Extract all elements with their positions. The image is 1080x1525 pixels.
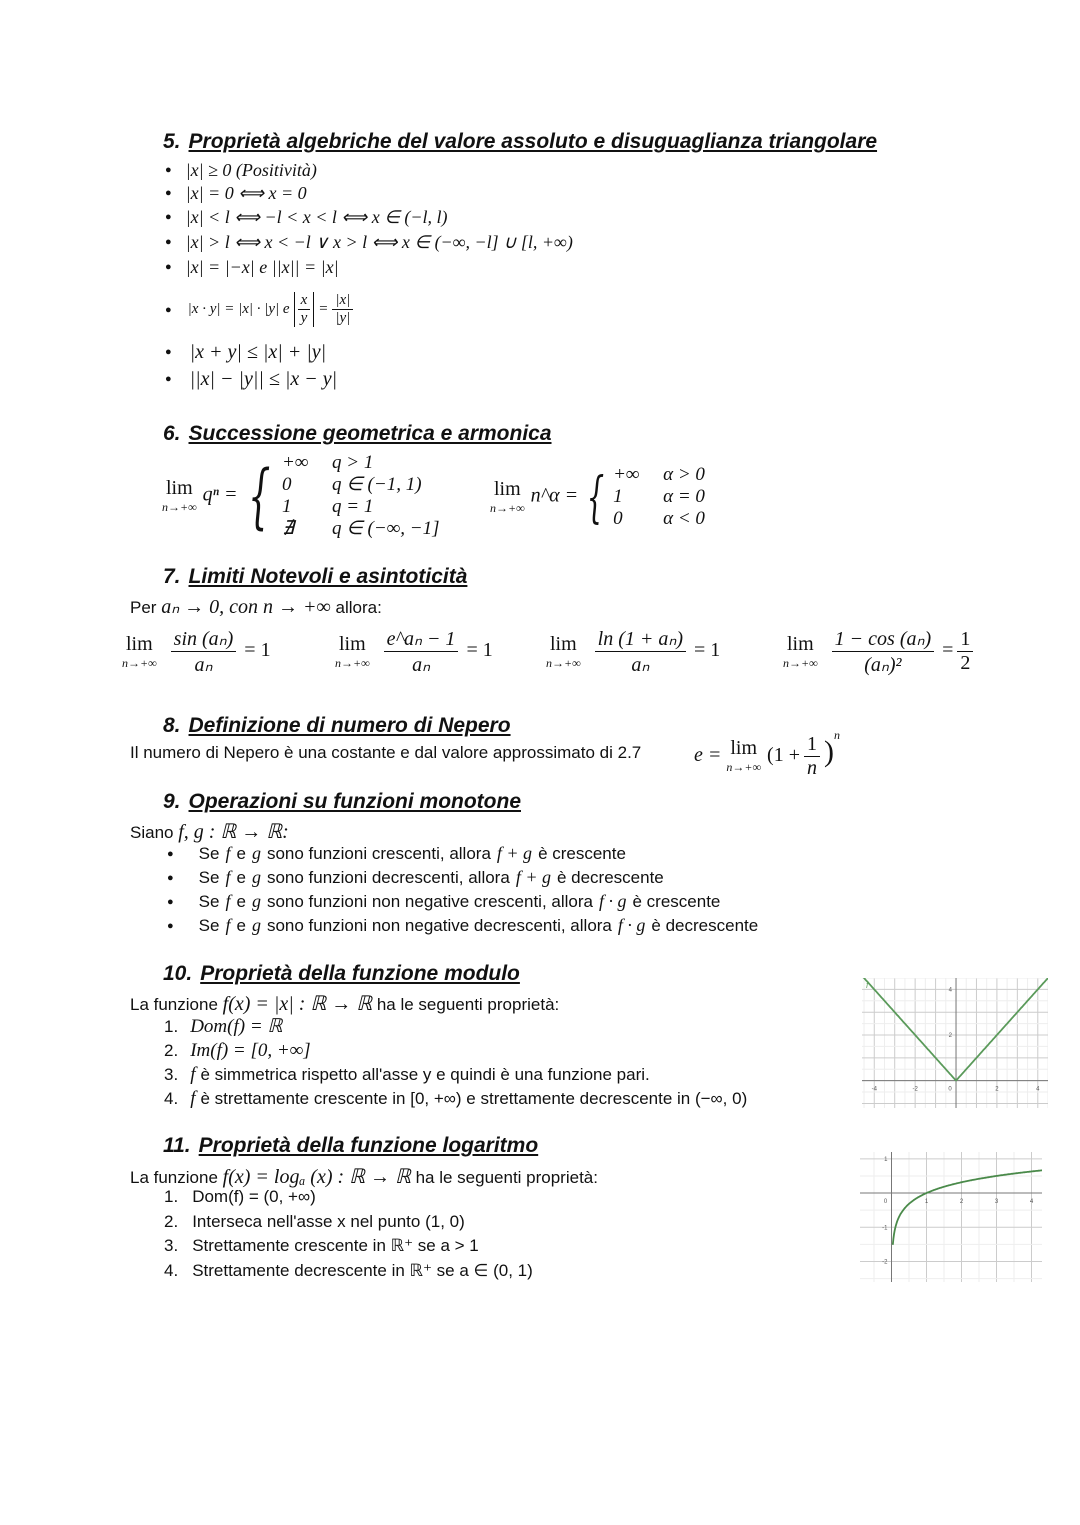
lim-sub: n→+∞ [546,655,581,670]
y-tick-label: -1 [882,1225,888,1232]
text: è simmetrica rispetto all'asse y e quindi è una funzione pari. [200,1065,650,1084]
notable-limit [546,626,720,677]
section-number: 11. [163,1134,191,1157]
intro-math: f, g : ℝ → ℝ: [178,821,289,843]
text: Se [198,892,220,911]
frac-den: 2 [960,652,971,674]
cases [282,452,439,540]
math-expression: |x · y| = |x| · |y| e [187,300,290,317]
section-number: 5. [163,130,181,153]
item-number: 2. [164,1041,179,1060]
lim-label: lim [125,632,153,655]
list-item [164,1064,650,1086]
log-function-graph [860,1152,1042,1282]
math-term: Im(f) = [0, +∞] [190,1040,311,1061]
lim-block [783,633,818,671]
text: Dom(f) = (0, +∞) [192,1187,316,1206]
cases [613,464,705,530]
intro-text: Per [130,598,157,617]
section-10-intro [130,991,559,1016]
bullet: ● [167,920,174,932]
list-item [167,891,723,912]
bullet: ● [167,872,174,884]
list-item [165,368,337,391]
x-tick-label: -2 [912,1086,918,1093]
math-term: f [190,1064,196,1085]
harmonic-limit [490,464,705,530]
list-item [164,1088,747,1110]
case-value: +∞ [282,452,309,473]
text: è decrescente [556,868,664,887]
text: e [236,844,246,863]
math-term: f + g [515,867,551,887]
x-tick-label: 0 [948,1086,952,1093]
list-item [167,843,629,864]
list-item [165,257,339,278]
nepero-formula [694,728,840,780]
x-tick-label: 2 [995,1086,999,1093]
section-9-heading [163,790,521,814]
lim-label: lim [338,632,366,655]
intro-text: allora: [335,598,382,617]
math-expression: |x| = 0 ⟺ x = 0 [185,183,307,203]
list-item [164,1261,533,1281]
text: sono funzioni non negative decrescenti, allora [266,916,612,935]
fraction [332,292,353,327]
list-item [165,183,307,204]
text: Se [198,916,220,935]
text: è strettamente crescente in [0, +∞) e strettamente decrescente in (−∞, 0) [200,1089,748,1108]
math-expression: |x| < l ⟺ −l < x < l ⟺ x ∈ (−l, l) [185,207,448,227]
section-title: Proprietà della funzione modulo [200,962,520,985]
text: Interseca nell'asse x nel punto (1, 0) [192,1212,465,1231]
x-tick-label: -4 [871,1086,877,1093]
case-value: +∞ [613,464,640,485]
section-11-intro [130,1164,598,1189]
intro-math: f(x) = |x| : ℝ → ℝ [222,993,373,1015]
lim-expr: qⁿ = [202,483,238,506]
nepero-text: Il numero di Nepero è una costante e dal valore approssimato di 2.7 [130,743,642,762]
intro-text: Siano [130,823,174,842]
list-item [164,1236,479,1256]
math-term: g [251,843,261,863]
frac-num: |x| [332,292,353,310]
text: è crescente [538,844,626,863]
frac-den: (aₙ)² [864,654,902,676]
text: Strettamente decrescente in ℝ⁺ se a ∈ (0, 1) [192,1261,533,1280]
text: e [236,868,246,887]
math-term: f [225,867,231,887]
item-number: 1. [164,1187,179,1206]
bullet: ● [167,848,174,860]
frac-den: aₙ [412,654,431,676]
math-term: g [251,867,261,887]
case-value: ∄ [282,518,295,539]
result: = 1 [244,639,271,662]
frac-num: e^aₙ − 1 [384,626,459,652]
math-term: f + g [496,843,533,863]
case-condition: α = 0 [663,486,705,507]
result: = 1 [694,639,721,662]
section-number: 8. [163,714,181,737]
x-tick-label: 4 [1036,1086,1040,1093]
function-curve [862,978,1048,1080]
bullet: ● [165,261,172,273]
section-7-heading [163,565,467,589]
list-item [165,341,326,364]
section-title: Successione geometrica e armonica [188,422,552,445]
bullet: ● [165,187,172,199]
frac-num: sin (aₙ) [171,626,237,652]
notable-limit [783,626,977,677]
frac-num: ln (1 + aₙ) [595,626,686,652]
lim-block [335,633,370,671]
math-term: Dom(f) = ℝ [190,1016,283,1037]
lim-expr: n^α = [530,484,579,507]
y-tick-label: 2 [948,1033,953,1040]
math-term: f [225,891,231,911]
section-title: Proprietà della funzione logaritmo [198,1134,539,1157]
list-item [165,207,448,228]
e-equals: e = [694,744,722,766]
case-value: 1 [282,496,292,517]
fraction [384,626,459,677]
section-title: Definizione di numero di Nepero [188,714,511,737]
lim-sub: n→+∞ [335,655,370,670]
item-number: 4. [164,1261,179,1280]
bullet: ● [165,373,172,385]
list-item [167,867,667,888]
case-value: 0 [613,508,623,529]
bullet: ● [165,346,172,358]
lim-block [122,633,157,671]
math-expression: |x + y| ≤ |x| + |y| [189,341,327,363]
section-number: 7. [163,565,181,588]
text: e [236,916,246,935]
lim-label: lim [786,632,814,655]
bullet: ● [165,303,172,316]
fraction [832,626,934,677]
bullet: ● [167,896,174,908]
lim-label: lim [493,478,521,500]
notable-limit [122,626,271,677]
text: e [236,892,246,911]
section-8-heading [163,714,511,738]
list-item [167,915,761,936]
y-tick-label: 1 [884,1156,888,1163]
intro-text: ha le seguenti proprietà: [376,995,560,1014]
paren-close: ) [823,735,834,768]
lim-label: lim [549,632,577,655]
section-number: 9. [163,790,181,813]
fraction [595,626,686,677]
notable-limit [335,626,493,677]
section-6-heading [163,422,552,446]
lim-sub: n→+∞ [726,760,762,775]
lim-sub: n→+∞ [783,655,818,670]
math-term: f · g [598,891,627,911]
result: = [942,639,954,662]
intro-text: La funzione [130,995,218,1014]
math-expression: ||x| − |y|| ≤ |x − y| [189,368,338,390]
intro-text: La funzione [130,1168,218,1187]
list-item [164,1015,287,1038]
abs-fraction [294,292,315,327]
section-7-intro [130,594,382,619]
text: è crescente [632,892,721,911]
frac-num: x [298,292,311,310]
math-expression: |x| ≥ 0 (Positività) [185,160,317,180]
y-tick-label: 4 [948,987,953,994]
x-tick-label: 3 [994,1199,999,1206]
list-item [165,232,573,253]
math-term: f [190,1088,196,1109]
x-tick-label: 0 [883,1199,888,1206]
section-9-intro [130,819,289,844]
section-number: 10. [163,962,193,985]
list-item [164,1187,316,1207]
case-value: 0 [282,474,292,495]
lim-sub: n→+∞ [122,655,157,670]
text: sono funzioni decrescenti, allora [266,868,510,887]
text: sono funzioni non negative crescenti, allora [266,892,593,911]
math-term: f · g [617,915,646,935]
exponent: n [833,728,840,742]
case-condition: q ∈ (−∞, −1] [332,518,440,539]
section-5-heading [163,130,877,154]
x-tick-label: 2 [959,1199,964,1206]
fraction [171,626,237,677]
section-11-heading [163,1134,538,1158]
bullet: ● [165,236,172,248]
text: Strettamente crescente in ℝ⁺ se a > 1 [192,1236,479,1255]
frac-num: 1 [804,733,820,757]
x-tick-label: 1 [924,1199,929,1206]
bullet: ● [165,211,172,223]
item-number: 2. [164,1212,179,1231]
text: è decrescente [651,916,759,935]
list-item [164,1212,465,1232]
section-number: 6. [163,422,181,445]
lim-sub: n→+∞ [490,501,525,515]
brace: { [248,455,271,537]
intro-math: aₙ → 0, con n → +∞ [161,596,331,618]
bullet: ● [165,164,172,176]
frac-den: aₙ [194,654,213,676]
math-term: g [251,891,261,911]
list-item [164,1040,316,1062]
section-title: Operazioni su funzioni monotone [188,790,521,813]
frac-num: 1 − cos (aₙ) [832,626,934,652]
text: sono funzioni crescenti, allora [266,844,491,863]
item-number: 4. [164,1089,179,1108]
section-10-heading [163,962,520,986]
case-condition: q = 1 [332,496,374,517]
item-number: 1. [164,1017,179,1036]
function-curve [893,1170,1042,1245]
lim-sub: n→+∞ [162,500,197,514]
math-term: f [225,915,231,935]
frac-den: aₙ [631,654,650,676]
brace: { [586,465,605,529]
section-title: Limiti Notevoli e asintoticità [188,565,468,588]
intro-math: f(x) = logₐ (x) : ℝ → ℝ [222,1166,411,1188]
list-item [165,160,317,181]
case-condition: q ∈ (−1, 1) [332,474,422,495]
item-number: 3. [164,1236,179,1255]
geometric-limit [162,452,439,540]
case-condition: α > 0 [663,464,705,485]
math-term: f [225,843,231,863]
lim-label: lim [165,477,193,499]
fraction [957,628,973,675]
text: Se [198,844,220,863]
item-number: 3. [164,1065,179,1084]
x-tick-label: 4 [1029,1199,1034,1206]
abs-function-graph [862,978,1048,1108]
math-expression: |x| = |−x| e ||x|| = |x| [185,257,339,277]
result: = 1 [466,639,493,662]
case-value: 1 [613,486,623,507]
lim-block [546,633,581,671]
case-condition: q > 1 [332,452,374,473]
frac-num: 1 [957,628,973,652]
paren-open: (1 + [767,744,800,766]
frac-den: y [300,310,308,326]
frac-den: |y| [335,310,351,326]
section-title: Proprietà algebriche del valore assoluto e disuguaglianza triangolare [188,130,878,153]
math-term: g [251,915,261,935]
curve-label: f [866,981,869,990]
frac-den: n [806,756,817,779]
text: Se [198,868,220,887]
lim-label: lim [730,737,758,760]
case-condition: α < 0 [663,508,705,529]
equals: = [318,300,329,317]
intro-text: ha le seguenti proprietà: [415,1168,598,1187]
list-item [165,292,357,327]
y-tick-label: -2 [882,1259,888,1266]
math-expression: |x| > l ⟺ x < −l ∨ x > l ⟺ x ∈ (−∞, −l] ∪ [l, +∞) [185,232,573,252]
